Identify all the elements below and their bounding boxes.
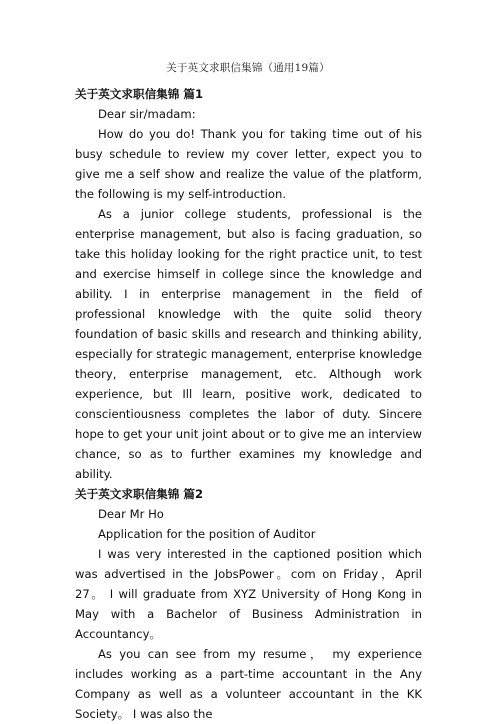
section-2-subject-line: Application for the position of Auditor <box>98 527 316 541</box>
section-2-paragraph-2: As you can see from my resume， my experience includes working as a part-time accountant in the Any Company as well as a volunteer accountant in the KK Society。 I was also the <box>75 647 422 721</box>
section-2-paragraph-1: I was very interested in the captioned position which was advertised in the JobsPower。com on Friday，April 27。 I will graduate from XYZ University of Hong Kong in May with a Bachelor of Business Administration in Accountancy。 <box>75 547 422 641</box>
section-1-heading: 关于英文求职信集锦 篇1 <box>75 87 204 101</box>
section-1-salutation: Dear sir/madam: <box>98 107 196 121</box>
section-2-salutation: Dear Mr Ho <box>98 507 164 521</box>
section-2-heading: 关于英文求职信集锦 篇2 <box>75 487 204 501</box>
section-1-paragraph-1: How do you do! Thank you for taking time out of his busy schedule to review my cover letter, expect you to give me a self show and realize the value of the platform, the following is my self-introduction. <box>75 127 422 201</box>
section-1-paragraph-2: As a junior college students, professional is the enterprise management, but also is facing graduation, so take this holiday looking for the right practice unit, to test and exercise himself in college since the knowledge and ability. I in enterprise management in the field of professional knowledge with the quite solid theory foundation of basic skills and research and thinking ability, especially for strategic management, enterprise knowledge theory, enterprise management, etc. Although work experience, but Ill learn, positive work, dedicated to conscientiousness completes the labor of duty. Sincere hope to get your unit joint about or to give me an interview chance, so as to further examines my knowledge and ability. <box>75 207 422 481</box>
document-body <box>75 84 422 724</box>
running-header: 关于英文求职信集锦（通用19篇） <box>166 62 330 74</box>
